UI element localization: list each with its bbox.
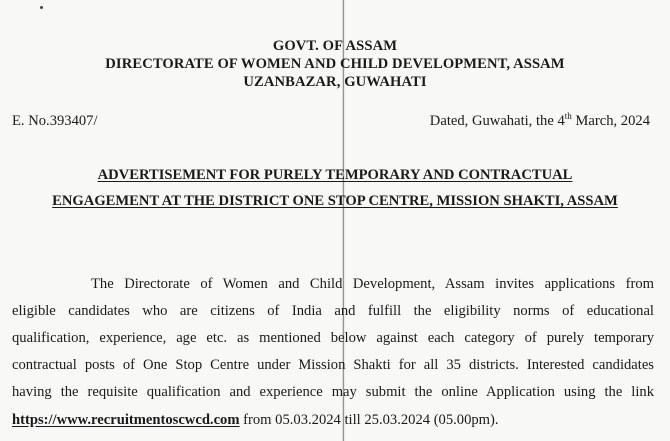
speck-mark [40, 6, 43, 9]
application-link[interactable]: https://www.recruitmentoscwcd.com [12, 412, 240, 428]
date-prefix: Dated, Guwahati, the 4 [429, 113, 565, 129]
header-address: UZANBAZAR, GUWAHATI [243, 74, 427, 90]
date-superscript: th [564, 111, 572, 122]
subject-line-2: ENGAGEMENT AT THE DISTRICT ONE STOP CENTRE, MISSION SHAKTI, ASSAM [52, 193, 618, 209]
date-suffix: March, 2024 [571, 113, 650, 129]
reference-number: E. No.393407/ [12, 113, 98, 129]
body-line-5: having the requisite qualification and experience may submit the online Application using the link [12, 384, 654, 400]
body-line-3: qualification, experience, age etc. as mentioned below against each category of purely temporary [12, 330, 654, 346]
subject-line-1: ADVERTISEMENT FOR PURELY TEMPORARY AND CONTRACTUAL [97, 167, 573, 183]
application-period: from 05.03.2024 till 25.03.2024 (05.00pm). [239, 412, 499, 428]
date-line [430, 112, 650, 130]
body-line-4: contractual posts of One Stop Centre under Mission Shakti for all 35 districts. Interested candidates [12, 357, 654, 373]
body-line-2: eligible candidates who are citizens of India and fulfill the eligibility norms of educational [12, 303, 654, 319]
header-govt: GOVT. OF ASSAM [272, 38, 398, 54]
header-directorate: DIRECTORATE OF WOMEN AND CHILD DEVELOPMENT, ASSAM [105, 56, 565, 72]
body-line-1: The Directorate of Women and Child Development, Assam invites applications from [91, 276, 654, 292]
body-line-6 [12, 411, 654, 429]
